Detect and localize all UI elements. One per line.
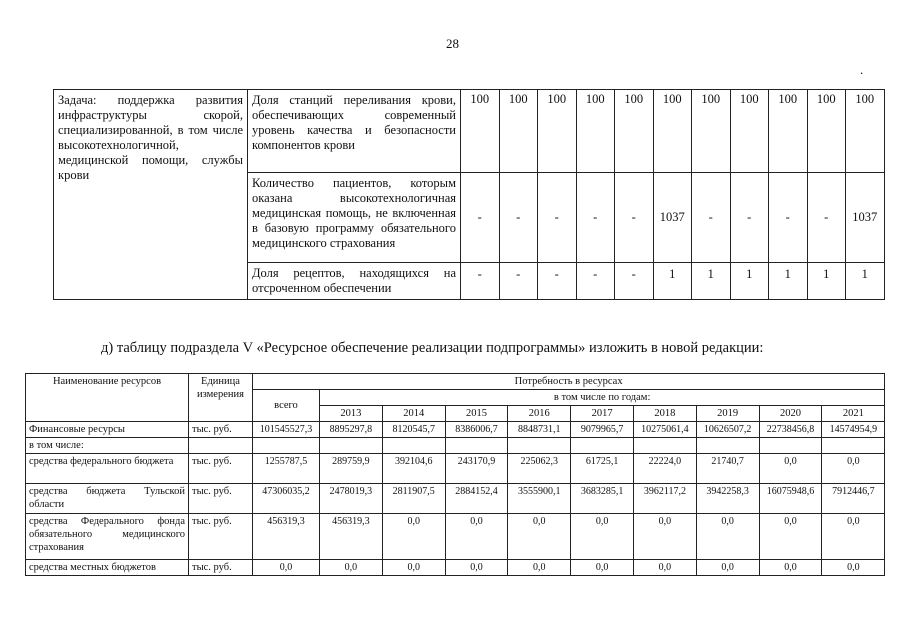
table-row [26,438,885,454]
year-value-cell [571,438,634,454]
total-cell [253,438,320,454]
year-value-cell: 0,0 [822,454,885,484]
unit-cell [189,438,253,454]
year-value-cell: 0,0 [759,560,822,576]
value-cell: - [576,173,615,263]
resource-name-cell: в том числе: [26,438,189,454]
unit-cell: тыс. руб. [189,422,253,438]
year-value-cell: 0,0 [633,560,696,576]
value-cell: 100 [576,90,615,173]
year-value-cell: 9079965,7 [571,422,634,438]
value-cell: - [576,263,615,300]
year-value-cell: 61725,1 [571,454,634,484]
header-year: 2016 [508,406,571,422]
header-year: 2021 [822,406,885,422]
indicator-cell: Доля рецептов, находящихся на отсроченном обеспечении [248,263,461,300]
resource-name-cell: средства местных бюджетов [26,560,189,576]
value-cell: 1 [692,263,731,300]
year-value-cell: 2478019,3 [320,484,383,514]
year-value-cell: 0,0 [445,560,508,576]
value-cell: 100 [730,90,769,173]
value-cell: 1 [846,263,885,300]
year-value-cell: 2884152,4 [445,484,508,514]
value-cell: - [692,173,731,263]
year-value-cell [320,438,383,454]
value-cell: 1 [807,263,846,300]
value-cell: 1037 [846,173,885,263]
value-cell: 1 [769,263,808,300]
year-value-cell: 2811907,5 [382,484,445,514]
year-value-cell [633,438,696,454]
year-value-cell [382,438,445,454]
header-year: 2020 [759,406,822,422]
unit-cell: тыс. руб. [189,454,253,484]
value-cell: 100 [653,90,692,173]
year-value-cell: 22738456,8 [759,422,822,438]
value-cell: 100 [846,90,885,173]
resources-table [25,373,885,576]
year-value-cell: 0,0 [633,514,696,560]
year-value-cell: 392104,6 [382,454,445,484]
value-cell: - [538,173,577,263]
header-year: 2014 [382,406,445,422]
year-value-cell: 0,0 [508,514,571,560]
year-value-cell: 0,0 [696,514,759,560]
year-value-cell: 10275061,4 [633,422,696,438]
value-cell: - [769,173,808,263]
year-value-cell: 0,0 [571,560,634,576]
value-cell: - [807,173,846,263]
year-value-cell: 0,0 [320,560,383,576]
header-year: 2013 [320,406,383,422]
value-cell: 100 [538,90,577,173]
year-value-cell [445,438,508,454]
total-cell: 1255787,5 [253,454,320,484]
resource-name-cell: Финансовые ресурсы [26,422,189,438]
year-value-cell: 3962117,2 [633,484,696,514]
year-value-cell: 8120545,7 [382,422,445,438]
year-value-cell: 0,0 [508,560,571,576]
year-value-cell: 8848731,1 [508,422,571,438]
value-cell: - [730,173,769,263]
year-value-cell: 7912446,7 [822,484,885,514]
year-value-cell: 3942258,3 [696,484,759,514]
header-year: 2015 [445,406,508,422]
value-cell: - [461,263,500,300]
value-cell: - [499,263,538,300]
table-row [26,422,885,438]
year-value-cell: 289759,9 [320,454,383,484]
value-cell: 100 [615,90,654,173]
resource-name-cell: средства Федерального фонда обязательного медицинского страхования [26,514,189,560]
year-value-cell: 0,0 [571,514,634,560]
total-cell: 456319,3 [253,514,320,560]
year-value-cell: 0,0 [822,514,885,560]
header-year: 2019 [696,406,759,422]
total-cell: 101545527,3 [253,422,320,438]
value-cell: 100 [807,90,846,173]
year-value-cell: 0,0 [445,514,508,560]
header-needs: Потребность в ресурсах [253,374,885,390]
table-row [26,484,885,514]
header-year: 2017 [571,406,634,422]
table-row [26,560,885,576]
year-value-cell: 3683285,1 [571,484,634,514]
total-cell: 47306035,2 [253,484,320,514]
year-value-cell: 0,0 [759,454,822,484]
instruction-paragraph: д) таблицу подраздела V «Ресурсное обеспечение реализации подпрограммы» изложить в новой редакции: [101,340,764,356]
value-cell: - [538,263,577,300]
year-value-cell: 3555900,1 [508,484,571,514]
table-row [26,454,885,484]
year-value-cell [759,438,822,454]
value-cell: 1 [730,263,769,300]
total-cell: 0,0 [253,560,320,576]
value-cell: - [615,263,654,300]
indicators-table [53,89,885,300]
task-cell: Задача: поддержка развития инфраструктуры скорой, специализированной, в том числе высокотехнологичной, медицинской помощи, службы крови [54,90,248,300]
value-cell: 100 [769,90,808,173]
year-value-cell: 456319,3 [320,514,383,560]
year-value-cell: 225062,3 [508,454,571,484]
year-value-cell: 0,0 [822,560,885,576]
unit-cell: тыс. руб. [189,560,253,576]
page-number: 28 [446,36,459,51]
unit-cell: тыс. руб. [189,484,253,514]
value-cell: 1037 [653,173,692,263]
year-value-cell: 0,0 [759,514,822,560]
year-value-cell: 0,0 [696,560,759,576]
value-cell: 100 [461,90,500,173]
header-resource-name: Наименование ресурсов [26,374,189,422]
unit-cell: тыс. руб. [189,514,253,560]
corner-mark: . [860,62,864,77]
year-value-cell: 16075948,6 [759,484,822,514]
value-cell: - [615,173,654,263]
year-value-cell: 14574954,9 [822,422,885,438]
header-year: 2018 [633,406,696,422]
header-by-years: в том числе по годам: [320,390,885,406]
year-value-cell: 0,0 [382,514,445,560]
value-cell: 1 [653,263,692,300]
year-value-cell: 8386006,7 [445,422,508,438]
year-value-cell [696,438,759,454]
indicator-cell: Количество пациентов, которым оказана высокотехнологичная медицинская помощь, не включенная в базовую программу обязательного медицинского страхования [248,173,461,263]
year-value-cell [822,438,885,454]
year-value-cell: 10626507,2 [696,422,759,438]
year-value-cell: 21740,7 [696,454,759,484]
year-value-cell [508,438,571,454]
resource-name-cell: средства федерального бюджета [26,454,189,484]
year-value-cell: 22224,0 [633,454,696,484]
header-unit: Единица измерения [189,374,253,422]
header-total: всего [253,390,320,422]
year-value-cell: 0,0 [382,560,445,576]
table-row [26,514,885,560]
value-cell: - [499,173,538,263]
indicator-cell: Доля станций переливания крови, обеспечивающих современный уровень качества и безопасности компонентов крови [248,90,461,173]
resource-name-cell: средства бюджета Тульской области [26,484,189,514]
year-value-cell: 8895297,8 [320,422,383,438]
value-cell: 100 [692,90,731,173]
value-cell: - [461,173,500,263]
value-cell: 100 [499,90,538,173]
year-value-cell: 243170,9 [445,454,508,484]
